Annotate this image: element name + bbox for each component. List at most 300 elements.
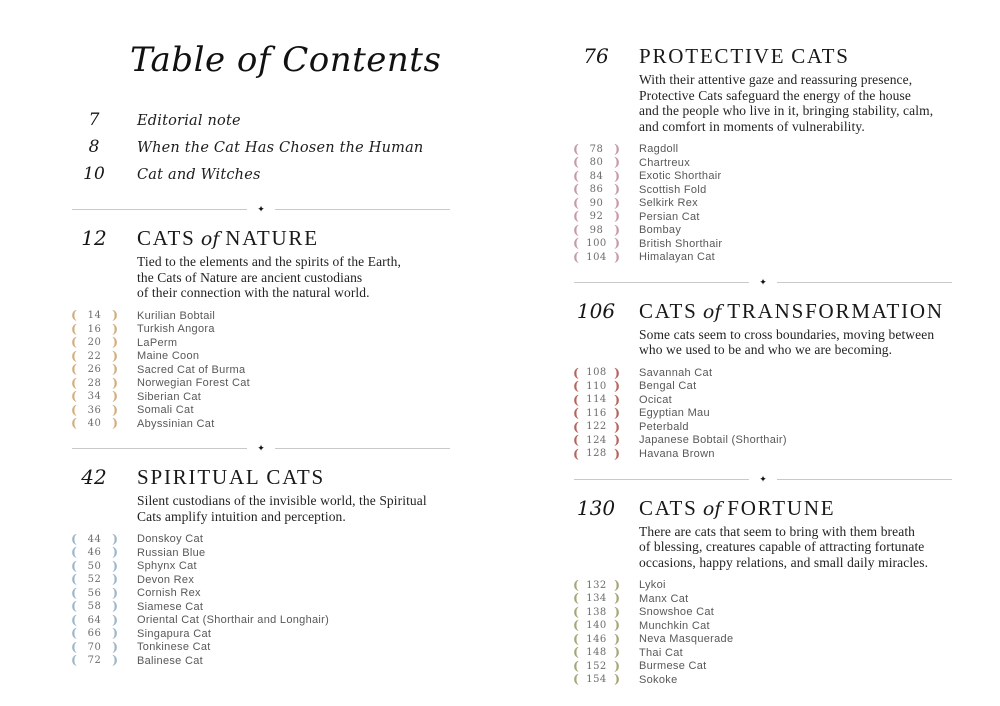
section-title-word: CATS (266, 465, 325, 490)
toc-entry (70, 336, 452, 350)
entry-page-number: 64 (87, 614, 102, 626)
entry-page-marker (573, 434, 620, 447)
open-paren: ( (71, 652, 77, 668)
open-paren: ( (573, 364, 579, 380)
toc-entry (572, 156, 954, 170)
entry-name: Neva Masquerade (639, 633, 734, 646)
close-paren: ) (614, 235, 620, 251)
close-paren: ) (112, 652, 118, 668)
open-paren: ( (573, 418, 579, 434)
entry-page-marker (573, 156, 620, 169)
section-header (70, 465, 452, 490)
section-title-word: CATS (791, 44, 850, 68)
entry-name: Siamese Cat (137, 600, 204, 613)
left-column (70, 0, 452, 667)
entry-page-number: 154 (586, 674, 607, 686)
close-paren: ) (112, 347, 118, 363)
close-paren: ) (614, 418, 620, 434)
entry-name: Devon Rex (137, 573, 195, 586)
close-paren: ) (614, 167, 620, 183)
toc-entry (572, 210, 954, 224)
section-description-line: and comfort in moments of vulnerability. (639, 118, 865, 134)
close-paren: ) (614, 391, 620, 407)
section-description-line: of blessing, creatures capable of attracting fortunate (639, 539, 925, 555)
section-title-word: of (702, 497, 722, 520)
section-title-word: TRANSFORMATION (727, 298, 944, 323)
entry-name: Sphynx Cat (137, 560, 197, 573)
entry-name: Selkirk Rex (639, 197, 698, 210)
section-title (639, 44, 850, 69)
entry-page-number: 90 (589, 197, 604, 209)
open-paren: ( (71, 544, 77, 560)
entry-page-marker (573, 603, 620, 619)
section-page-number: 42 (81, 465, 107, 490)
front-matter-list (70, 110, 452, 191)
open-paren: ( (573, 140, 579, 156)
open-paren: ( (71, 347, 77, 363)
entry-page-marker (573, 619, 620, 632)
entry-name: Exotic Shorthair (639, 170, 722, 183)
open-paren: ( (573, 194, 579, 210)
toc-entry (70, 309, 452, 323)
entry-page-marker (71, 627, 118, 640)
section-description-line: the Cats of Nature are ancient custodians (137, 269, 363, 285)
entry-name: LaPerm (137, 336, 178, 349)
toc-entry (572, 169, 954, 183)
toc-entry (70, 586, 452, 600)
entry-page-number: 58 (87, 601, 102, 613)
entry-page-number: 70 (87, 641, 102, 653)
entry-name: Snowshoe Cat (639, 606, 715, 619)
entry-page-marker (71, 401, 118, 417)
entry-page-number: 104 (586, 251, 607, 263)
open-paren: ( (71, 557, 77, 573)
toc-entry (572, 183, 954, 197)
toc-section (70, 465, 452, 667)
toc-entry (572, 380, 954, 394)
close-paren: ) (614, 445, 620, 461)
entry-page-number: 44 (87, 533, 102, 545)
entry-name: Havana Brown (639, 447, 715, 460)
close-paren: ) (614, 630, 620, 646)
divider-diamond-icon: ✦ (759, 276, 767, 287)
front-matter-label: When the Cat Has Chosen the Human (137, 140, 424, 156)
entry-name: Bengal Cat (639, 380, 697, 393)
section-entry-list (70, 309, 452, 431)
toc-entry (572, 434, 954, 448)
section-entry-list (70, 532, 452, 667)
entry-page-marker (71, 530, 118, 546)
entry-page-number: 128 (586, 448, 607, 460)
close-paren: ) (112, 415, 118, 431)
divider-line (275, 448, 450, 449)
entry-name: Turkish Angora (137, 323, 215, 336)
section-divider (574, 278, 952, 287)
section-description-line: Tied to the elements and the spirits of the Earth, (137, 254, 401, 269)
entry-page-number: 14 (87, 310, 102, 322)
section-description (137, 493, 452, 524)
section-title (137, 226, 319, 251)
section-description-line: and the people who live in it, bringing stability, calm, (639, 103, 934, 119)
entry-page-number: 124 (586, 434, 607, 446)
entry-name: Scottish Fold (639, 183, 707, 196)
close-paren: ) (112, 401, 118, 417)
entry-name: Tonkinese Cat (137, 641, 211, 654)
toc-entry (70, 640, 452, 654)
section-title (639, 496, 835, 521)
toc-entry (572, 250, 954, 264)
close-paren: ) (614, 405, 620, 421)
entry-page-marker (71, 336, 118, 349)
entry-page-number: 46 (87, 547, 102, 559)
open-paren: ( (573, 603, 579, 619)
entry-name: Norwegian Forest Cat (137, 377, 250, 390)
open-paren: ( (573, 657, 579, 673)
close-paren: ) (112, 334, 118, 350)
entry-page-marker (573, 380, 620, 393)
divider-line (777, 282, 952, 283)
close-paren: ) (614, 378, 620, 394)
entry-page-number: 108 (586, 367, 607, 379)
close-paren: ) (112, 557, 118, 573)
divider-line (574, 479, 749, 480)
open-paren: ( (573, 235, 579, 251)
open-paren: ( (573, 576, 579, 592)
entry-page-marker (71, 638, 118, 654)
entry-page-number: 116 (586, 407, 607, 419)
open-paren: ( (71, 415, 77, 431)
close-paren: ) (112, 374, 118, 390)
entry-name: Cornish Rex (137, 587, 201, 600)
entry-page-marker (573, 418, 620, 434)
entry-page-marker (573, 407, 620, 420)
close-paren: ) (614, 576, 620, 592)
entry-page-marker (573, 194, 620, 210)
entry-page-number: 110 (586, 380, 607, 392)
front-matter-label: Cat and Witches (137, 167, 261, 183)
open-paren: ( (573, 167, 579, 183)
toc-entry (70, 654, 452, 668)
entry-page-marker (71, 347, 118, 363)
entry-page-number: 52 (87, 574, 102, 586)
entry-page-number: 134 (586, 593, 607, 605)
section-description-line: occasions, happy relations, and small daily miracles. (639, 554, 929, 570)
toc-entry (572, 619, 954, 633)
entry-page-marker (71, 584, 118, 600)
section-title-word: of (200, 228, 220, 250)
entry-name: Peterbald (639, 420, 689, 433)
entry-name: Ragdoll (639, 143, 679, 156)
toc-entry (572, 673, 954, 687)
section-title-word: SPIRITUAL (137, 465, 261, 490)
entry-page-marker (573, 630, 620, 646)
toc-entry (70, 322, 452, 336)
front-matter-item (70, 164, 452, 191)
section-description (639, 72, 954, 134)
section-title-word: CATS (639, 495, 698, 520)
section-entry-list (572, 366, 954, 461)
open-paren: ( (573, 644, 579, 660)
entry-name: Thai Cat (639, 646, 683, 659)
section-header (572, 496, 954, 521)
section-page-number: 76 (583, 44, 609, 68)
entry-page-number: 66 (87, 628, 102, 640)
entry-page-number: 50 (87, 560, 102, 572)
section-header (572, 44, 954, 69)
entry-name: Egyptian Mau (639, 407, 710, 420)
section-description-line: With their attentive gaze and reassuring presence, (639, 72, 913, 87)
entry-name: Somali Cat (137, 404, 194, 417)
entry-name: Munchkin Cat (639, 619, 710, 632)
close-paren: ) (112, 611, 118, 627)
entry-page-marker (573, 592, 620, 605)
entry-page-marker (71, 654, 118, 667)
toc-entry (572, 646, 954, 660)
entry-name: Japanese Bobtail (Shorthair) (639, 434, 787, 447)
front-matter-page-number: 8 (88, 137, 100, 157)
entry-name: Ocicat (639, 393, 672, 406)
entry-page-number: 132 (586, 579, 607, 591)
open-paren: ( (71, 374, 77, 390)
entry-page-number: 122 (586, 421, 607, 433)
close-paren: ) (112, 598, 118, 614)
entry-page-number: 146 (586, 633, 607, 645)
section-title-word: CATS (639, 298, 698, 323)
toc-entry (70, 403, 452, 417)
entry-page-number: 26 (87, 364, 102, 376)
page-title: Table of Contents (130, 40, 442, 80)
entry-page-number: 72 (87, 655, 102, 667)
entry-page-marker (573, 657, 620, 673)
open-paren: ( (573, 590, 579, 606)
close-paren: ) (112, 544, 118, 560)
entry-page-number: 20 (87, 337, 102, 349)
toc-entry (572, 366, 954, 380)
section-divider (72, 205, 450, 214)
open-paren: ( (71, 307, 77, 323)
toc-section (70, 226, 452, 430)
open-paren: ( (71, 584, 77, 600)
entry-page-marker (71, 573, 118, 586)
close-paren: ) (112, 638, 118, 654)
entry-page-number: 34 (87, 391, 102, 403)
entry-page-number: 84 (589, 170, 604, 182)
divider-diamond-icon: ✦ (257, 443, 265, 454)
open-paren: ( (573, 181, 579, 197)
entry-page-marker (71, 363, 118, 376)
entry-page-marker (573, 183, 620, 196)
entry-name: Donskoy Cat (137, 533, 204, 546)
open-paren: ( (573, 221, 579, 237)
close-paren: ) (614, 617, 620, 633)
front-matter-item (70, 110, 452, 137)
divider-line (72, 448, 247, 449)
entry-page-marker (573, 391, 620, 407)
open-paren: ( (573, 630, 579, 646)
toc-entry (70, 417, 452, 431)
toc-entry (70, 573, 452, 587)
right-column (572, 0, 954, 686)
entry-page-number: 36 (87, 404, 102, 416)
close-paren: ) (614, 194, 620, 210)
toc-section (572, 299, 954, 461)
toc-entry (70, 349, 452, 363)
divider-line (72, 209, 247, 210)
entry-name: Savannah Cat (639, 366, 713, 379)
toc-section (572, 496, 954, 687)
entry-page-marker (573, 576, 620, 592)
section-page-number: 106 (576, 298, 616, 323)
entry-name: Sacred Cat of Burma (137, 363, 246, 376)
section-description-line: There are cats that seem to bring with them breath (639, 523, 916, 539)
open-paren: ( (573, 378, 579, 394)
toc-entry (70, 363, 452, 377)
open-paren: ( (573, 445, 579, 461)
close-paren: ) (112, 320, 118, 336)
entry-page-marker (71, 320, 118, 336)
entry-page-number: 138 (586, 606, 607, 618)
entry-page-marker (573, 364, 620, 380)
entry-name: Balinese Cat (137, 654, 203, 667)
entry-page-marker (71, 374, 118, 390)
entry-page-marker (71, 417, 118, 430)
open-paren: ( (573, 405, 579, 421)
open-paren: ( (573, 248, 579, 264)
open-paren: ( (573, 671, 579, 687)
entry-name: Lykoi (639, 579, 666, 592)
toc-entry (572, 223, 954, 237)
close-paren: ) (112, 530, 118, 546)
entry-page-marker (71, 390, 118, 403)
entry-page-number: 80 (589, 157, 604, 169)
toc-entry (572, 592, 954, 606)
entry-name: Abyssinian Cat (137, 417, 215, 430)
section-description-line: Some cats seem to cross boundaries, moving between (639, 326, 935, 342)
entry-page-marker (573, 445, 620, 461)
entry-page-marker (573, 673, 620, 686)
front-matter-page-number: 7 (88, 110, 100, 130)
section-description-line: Protective Cats safeguard the energy of the house (639, 87, 911, 103)
close-paren: ) (614, 364, 620, 380)
divider-line (275, 209, 450, 210)
entry-page-number: 56 (87, 587, 102, 599)
close-paren: ) (614, 644, 620, 660)
entry-page-number: 78 (589, 143, 604, 155)
open-paren: ( (71, 334, 77, 350)
entry-page-marker (573, 210, 620, 223)
section-entry-list (572, 142, 954, 264)
entry-page-marker (573, 167, 620, 183)
toc-entry (572, 632, 954, 646)
entry-page-marker (71, 309, 118, 322)
open-paren: ( (71, 388, 77, 404)
close-paren: ) (614, 590, 620, 606)
section-description-line: of their connection with the natural world. (137, 285, 370, 301)
section-entry-list (572, 578, 954, 686)
section-title (137, 465, 325, 490)
entry-name: Oriental Cat (Shorthair and Longhair) (137, 614, 330, 627)
close-paren: ) (614, 154, 620, 170)
close-paren: ) (614, 671, 620, 687)
entry-name: British Shorthair (639, 237, 723, 250)
toc-entry (572, 393, 954, 407)
entry-name: Russian Blue (137, 546, 206, 559)
open-paren: ( (71, 611, 77, 627)
open-paren: ( (71, 638, 77, 654)
entry-name: Singapura Cat (137, 627, 212, 640)
open-paren: ( (71, 361, 77, 377)
open-paren: ( (71, 625, 77, 641)
close-paren: ) (112, 584, 118, 600)
section-title (639, 299, 944, 324)
open-paren: ( (573, 391, 579, 407)
divider-diamond-icon: ✦ (759, 473, 767, 484)
entry-page-number: 28 (87, 377, 102, 389)
entry-name: Chartreux (639, 156, 690, 169)
entry-page-marker (573, 248, 620, 264)
section-description-line: Cats amplify intuition and perception. (137, 508, 346, 524)
section-header (572, 299, 954, 324)
close-paren: ) (112, 571, 118, 587)
toc-entry (572, 420, 954, 434)
entry-page-marker (573, 237, 620, 250)
entry-page-marker (71, 611, 118, 627)
entry-page-number: 98 (589, 224, 604, 236)
toc-entry (572, 142, 954, 156)
toc-entry (70, 559, 452, 573)
close-paren: ) (112, 388, 118, 404)
toc-entry (572, 578, 954, 592)
section-description (137, 254, 452, 301)
front-matter-page-number: 10 (83, 164, 105, 184)
section-page-number: 12 (81, 226, 107, 250)
entry-name: Persian Cat (639, 210, 700, 223)
section-title-word: FORTUNE (727, 495, 836, 520)
entry-page-number: 114 (586, 394, 607, 406)
section-title-word: of (702, 300, 722, 323)
close-paren: ) (614, 181, 620, 197)
section-divider (574, 475, 952, 484)
entry-name: Burmese Cat (639, 660, 707, 673)
section-title-word: PROTECTIVE (639, 44, 786, 68)
entry-page-number: 22 (87, 350, 102, 362)
entry-page-marker (71, 600, 118, 613)
open-paren: ( (573, 432, 579, 448)
toc-entry (572, 605, 954, 619)
open-paren: ( (573, 154, 579, 170)
toc-entry (572, 237, 954, 251)
open-paren: ( (71, 401, 77, 417)
toc-entry (572, 407, 954, 421)
section-divider (72, 444, 450, 453)
toc-section (572, 44, 954, 264)
entry-page-number: 92 (589, 211, 604, 223)
open-paren: ( (71, 571, 77, 587)
toc-entry (572, 659, 954, 673)
front-matter-label: Editorial note (137, 113, 241, 129)
open-paren: ( (573, 208, 579, 224)
close-paren: ) (614, 657, 620, 673)
section-page-number: 130 (576, 495, 616, 520)
section-description-line: who we used to be and who we are becoming. (639, 342, 893, 358)
toc-entry (70, 627, 452, 641)
section-description (639, 524, 954, 571)
section-header (70, 226, 452, 251)
entry-page-number: 100 (586, 238, 607, 250)
entry-page-number: 86 (589, 184, 604, 196)
open-paren: ( (71, 598, 77, 614)
section-title-word: CATS (137, 226, 196, 250)
